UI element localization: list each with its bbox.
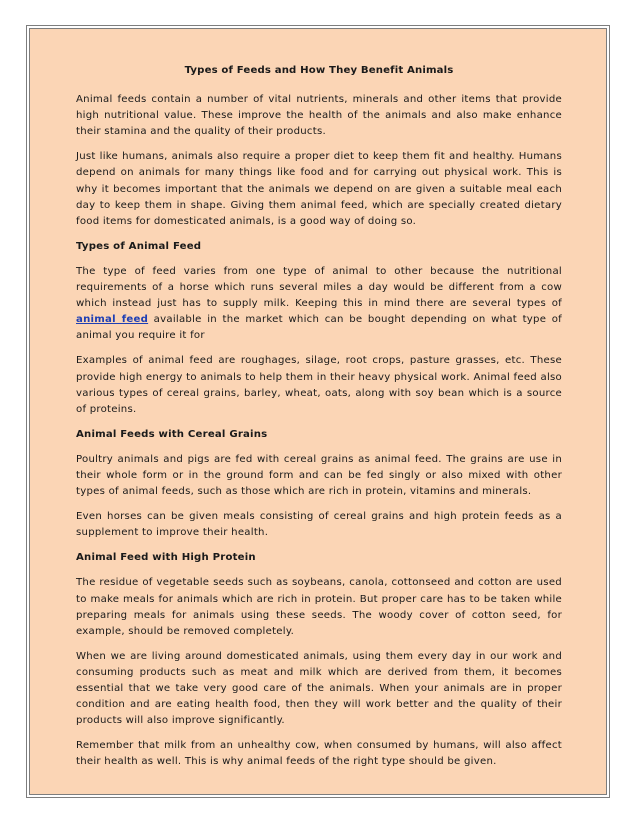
document-title: Types of Feeds and How They Benefit Animals (184, 65, 454, 76)
section-heading-cereal-grains: Animal Feeds with Cereal Grains (76, 428, 268, 440)
types-paragraph-1-text-a: The type of feed varies from one type of animal to other because the nutritional requirements of a horse which runs several miles a day would be different from a cow which instead just has to supply milk. Keeping this in mind there are several types of (76, 265, 562, 310)
protein-paragraph-1: The residue of vegetable seeds such as soybeans, canola, cottonseed and cotton are used to make meals for animals which are rich in protein. But proper care has to be taken while preparing meals for animals using these seeds. The woody cover of cotton seed, for example, should be removed completely. (76, 577, 562, 637)
types-paragraph-1 (76, 264, 562, 344)
section-heading-types: Types of Animal Feed (76, 240, 202, 252)
protein-paragraph-2: When we are living around domesticated animals, using them every day in our work and consuming products such as meat and milk which are derived from them, it becomes essential that we take very good care of the animals. When your animals are in proper condition and are eating health food, then they will work better and the quality of their products will also improve significantly. (76, 650, 562, 727)
document-body (76, 63, 562, 779)
cereal-paragraph-1: Poultry animals and pigs are fed with cereal grains as animal feed. The grains are use in their whole form or in the ground form and can be fed singly or also mixed with other types of animal feeds, such as those which are rich in protein, vitamins and minerals. (76, 453, 562, 498)
intro-paragraph-1: Animal feeds contain a number of vital nutrients, minerals and other items that provide high nutritional value. These improve the health of the animals and also make enhance their stamina and the quality of their products. (76, 94, 562, 138)
section-heading-high-protein: Animal Feed with High Protein (76, 552, 256, 564)
intro-paragraph-2: Just like humans, animals also require a proper diet to keep them fit and healthy. Humans depend on animals for many things like food and for carrying out physical work. This is why it becomes important that the animals we depend on are given a suitable meal each day to keep them in shape. Giving them animal feed, which are specially created dietary food items for domesticated animals, is a good way of doing so. (76, 151, 562, 227)
protein-paragraph-3: Remember that milk from an unhealthy cow, when consumed by humans, will also affect their health as well. This is why animal feeds of the right type should be given. (76, 740, 562, 768)
types-paragraph-2: Examples of animal feed are roughages, silage, root crops, pasture grasses, etc. These provide high energy to animals to help them in their heavy physical work. Animal feed also various types of cereal grains, barley, wheat, oats, along with soy bean which is a source of proteins. (76, 355, 562, 415)
types-paragraph-1-text-b: available in the market which can be bought depending on what type of animal you require it for (76, 314, 563, 342)
cereal-paragraph-2: Even horses can be given meals consisting of cereal grains and high protein feeds as a supplement to improve their health. (76, 511, 562, 539)
animal-feed-link[interactable]: animal feed (76, 314, 149, 326)
